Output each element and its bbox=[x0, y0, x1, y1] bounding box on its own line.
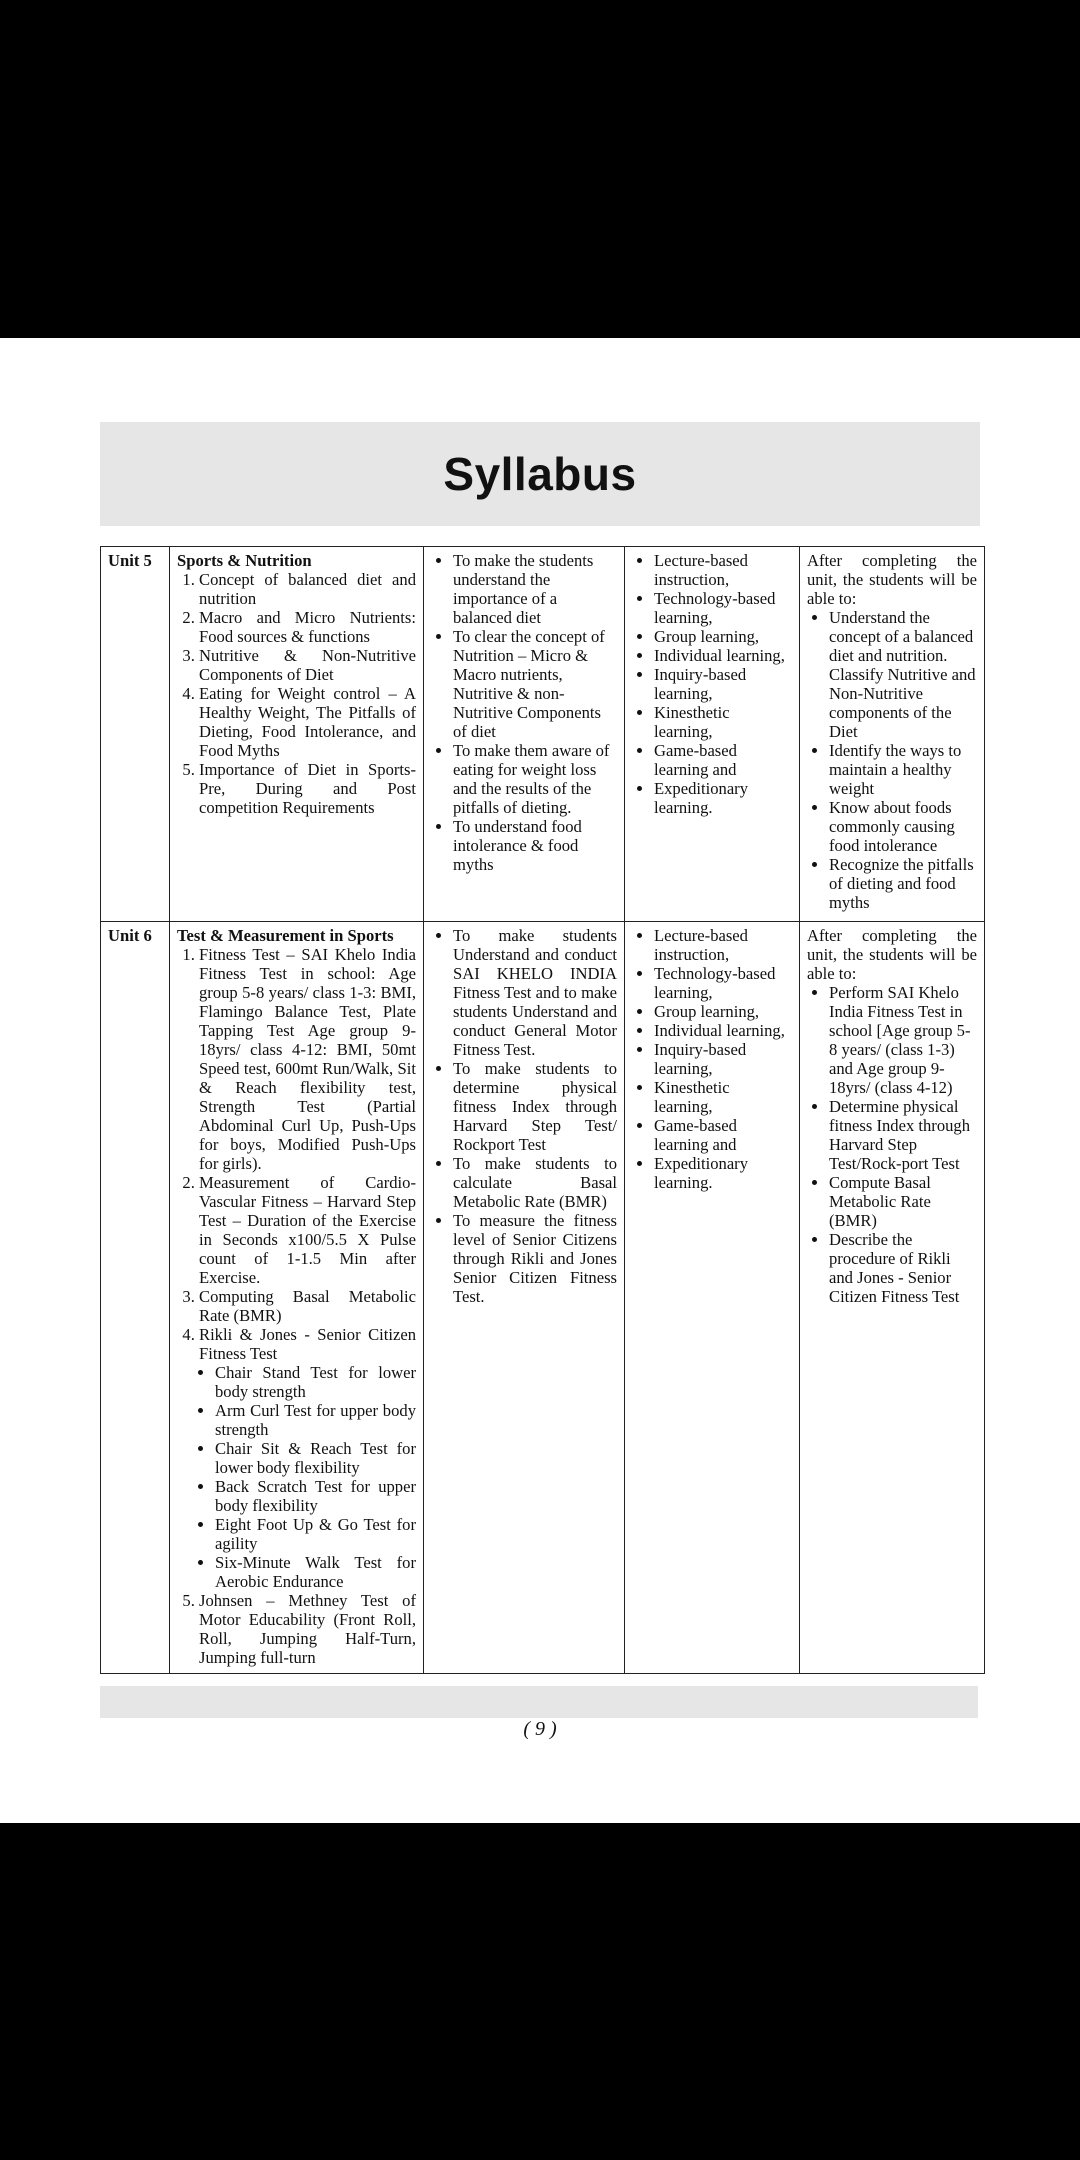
outcomes-intro: After completing the unit, the students will be able to: bbox=[807, 926, 977, 983]
sub-topic-item: • Back Scratch Test for upper body flexibility bbox=[215, 1477, 416, 1515]
topic-title: Test & Measurement in Sports bbox=[177, 926, 394, 945]
outcome-list bbox=[807, 608, 977, 912]
method-item: • Kinesthetic learning, bbox=[654, 703, 792, 741]
objective-item: • To understand food intolerance & food myths bbox=[453, 817, 617, 874]
sub-topic-item: • Chair Sit & Reach Test for lower body flexibility bbox=[215, 1439, 416, 1477]
objective-item: • To make the students understand the importance of a balanced diet bbox=[453, 551, 617, 627]
objective-list bbox=[431, 551, 617, 874]
outcome-item: • Recognize the pitfalls of dieting and food myths bbox=[829, 855, 977, 912]
topics-cell bbox=[170, 922, 424, 1674]
outcome-item: • Describe the procedure of Rikli and Jones - Senior Citizen Fitness Test bbox=[829, 1230, 977, 1306]
method-item: • Inquiry-based learning, bbox=[654, 1040, 792, 1078]
sub-topic-item: • Arm Curl Test for upper body strength bbox=[215, 1401, 416, 1439]
method-item: • Technology-based learning, bbox=[654, 964, 792, 1002]
method-list bbox=[632, 551, 792, 817]
outcomes-cell bbox=[800, 547, 985, 922]
outcomes-intro: After completing the unit, the students will be able to: bbox=[807, 551, 977, 608]
method-item: • Game-based learning and bbox=[654, 741, 792, 779]
topic-text: Rikli & Jones - Senior Citizen Fitness Test bbox=[199, 1325, 416, 1363]
methods-cell bbox=[625, 547, 800, 922]
outcome-item: • Perform SAI Khelo India Fitness Test in school [Age group 5-8 years/ (class 1-3) and Age group 9-18yrs/ (class 4-12) bbox=[829, 983, 977, 1097]
topic-text: Importance of Diet in Sports-Pre, During and Post competition Requirements bbox=[199, 760, 416, 817]
syllabus-table bbox=[100, 546, 985, 1674]
topic-list bbox=[177, 570, 416, 817]
unit-row bbox=[101, 922, 985, 1674]
method-item: • Technology-based learning, bbox=[654, 589, 792, 627]
objective-item: • To make them aware of eating for weight loss and the results of the pitfalls of dieting. bbox=[453, 741, 617, 817]
sub-topic-item: • Chair Stand Test for lower body strength bbox=[215, 1363, 416, 1401]
topic-text: Macro and Micro Nutrients: Food sources & functions bbox=[199, 608, 416, 646]
outcome-item: • Identify the ways to maintain a healthy weight bbox=[829, 741, 977, 798]
method-item: • Group learning, bbox=[654, 627, 792, 646]
topic-item bbox=[199, 760, 416, 817]
topic-item bbox=[199, 570, 416, 608]
method-item: • Individual learning, bbox=[654, 1021, 792, 1040]
method-item: • Lecture-based instruction, bbox=[654, 926, 792, 964]
objective-list bbox=[431, 926, 617, 1306]
outcome-item: • Compute Basal Metabolic Rate (BMR) bbox=[829, 1173, 977, 1230]
unit-label: Unit 6 bbox=[108, 926, 152, 945]
topic-text: Nutritive & Non-Nutritive Components of Diet bbox=[199, 646, 416, 684]
topic-item bbox=[199, 646, 416, 684]
objective-item: • To make students to determine physical fitness Index through Harvard Step Test/ Rockport Test bbox=[453, 1059, 617, 1154]
method-item: • Expeditionary learning. bbox=[654, 1154, 792, 1192]
outcome-item: • Determine physical fitness Index through Harvard Step Test/Rock-port Test bbox=[829, 1097, 977, 1173]
topic-text: Computing Basal Metabolic Rate (BMR) bbox=[199, 1287, 416, 1325]
unit-cell bbox=[101, 547, 170, 922]
topic-item bbox=[199, 1173, 416, 1287]
footer-band bbox=[100, 1686, 978, 1718]
outcome-item: • Know about foods commonly causing food intolerance bbox=[829, 798, 977, 855]
topic-item bbox=[199, 945, 416, 1173]
document-page bbox=[0, 338, 1080, 1823]
method-item: • Lecture-based instruction, bbox=[654, 551, 792, 589]
topic-list bbox=[177, 945, 416, 1667]
outcome-item: • Understand the concept of a balanced diet and nutrition. Classify Nutritive and Non-Nutritive components of the Diet bbox=[829, 608, 977, 741]
topic-title: Sports & Nutrition bbox=[177, 551, 312, 570]
method-list bbox=[632, 926, 792, 1192]
method-item: • Inquiry-based learning, bbox=[654, 665, 792, 703]
method-item: • Game-based learning and bbox=[654, 1116, 792, 1154]
outcomes-cell bbox=[800, 922, 985, 1674]
objective-item: • To clear the concept of Nutrition – Micro & Macro nutrients, Nutritive & non- Nutritive Components of diet bbox=[453, 627, 617, 741]
topic-text: Eating for Weight control – A Healthy Weight, The Pitfalls of Dieting, Food Intolerance, and Food Myths bbox=[199, 684, 416, 760]
method-item: • Group learning, bbox=[654, 1002, 792, 1021]
method-item: • Expeditionary learning. bbox=[654, 779, 792, 817]
unit-row bbox=[101, 547, 985, 922]
sub-topic-item: • Six-Minute Walk Test for Aerobic Endurance bbox=[215, 1553, 416, 1591]
topic-text: Fitness Test – SAI Khelo India Fitness Test in school: Age group 5-8 years/ class 1-3: BMI, Flamingo Balance Test, Plate Tapping Test Age group 9-18yrs/ class 4-12: BMI, 50mt Speed test, 600mt Run/Walk, Sit & Reach flexibility test, Strength Test (Partial Abdominal Curl Up, Push-Ups for boys, Modified Push-Ups for girls). bbox=[199, 945, 416, 1173]
sub-topic-list bbox=[199, 1363, 416, 1591]
topic-item bbox=[199, 1591, 416, 1667]
topic-text: Measurement of Cardio-Vascular Fitness – Harvard Step Test – Duration of the Exercise in Seconds x100/5.5 X Pulse count of 1-1.5 Min after Exercise. bbox=[199, 1173, 416, 1287]
page-title: Syllabus bbox=[443, 448, 637, 500]
objective-item: • To measure the fitness level of Senior Citizens through Rikli and Jones Senior Citizen Fitness Test. bbox=[453, 1211, 617, 1306]
topic-item bbox=[199, 684, 416, 760]
objective-item: • To make students to calculate Basal Metabolic Rate (BMR) bbox=[453, 1154, 617, 1211]
topic-text: Concept of balanced diet and nutrition bbox=[199, 570, 416, 608]
method-item: • Individual learning, bbox=[654, 646, 792, 665]
topic-item bbox=[199, 1287, 416, 1325]
topic-item bbox=[199, 608, 416, 646]
methods-cell bbox=[625, 922, 800, 1674]
objective-item: • To make students Understand and conduct SAI KHELO INDIA Fitness Test and to make students Understand and conduct General Motor Fitness Test. bbox=[453, 926, 617, 1059]
objectives-cell bbox=[424, 547, 625, 922]
topics-cell bbox=[170, 547, 424, 922]
topic-item bbox=[199, 1325, 416, 1591]
outcome-list bbox=[807, 983, 977, 1306]
method-item: • Kinesthetic learning, bbox=[654, 1078, 792, 1116]
unit-label: Unit 5 bbox=[108, 551, 152, 570]
objectives-cell bbox=[424, 922, 625, 1674]
sub-topic-item: • Eight Foot Up & Go Test for agility bbox=[215, 1515, 416, 1553]
topic-text: Johnsen – Methney Test of Motor Educability (Front Roll, Roll, Jumping Half-Turn, Jumping full-turn bbox=[199, 1591, 416, 1667]
unit-cell bbox=[101, 922, 170, 1674]
page-number: ( 9 ) bbox=[523, 1718, 557, 1740]
title-band bbox=[100, 422, 980, 526]
